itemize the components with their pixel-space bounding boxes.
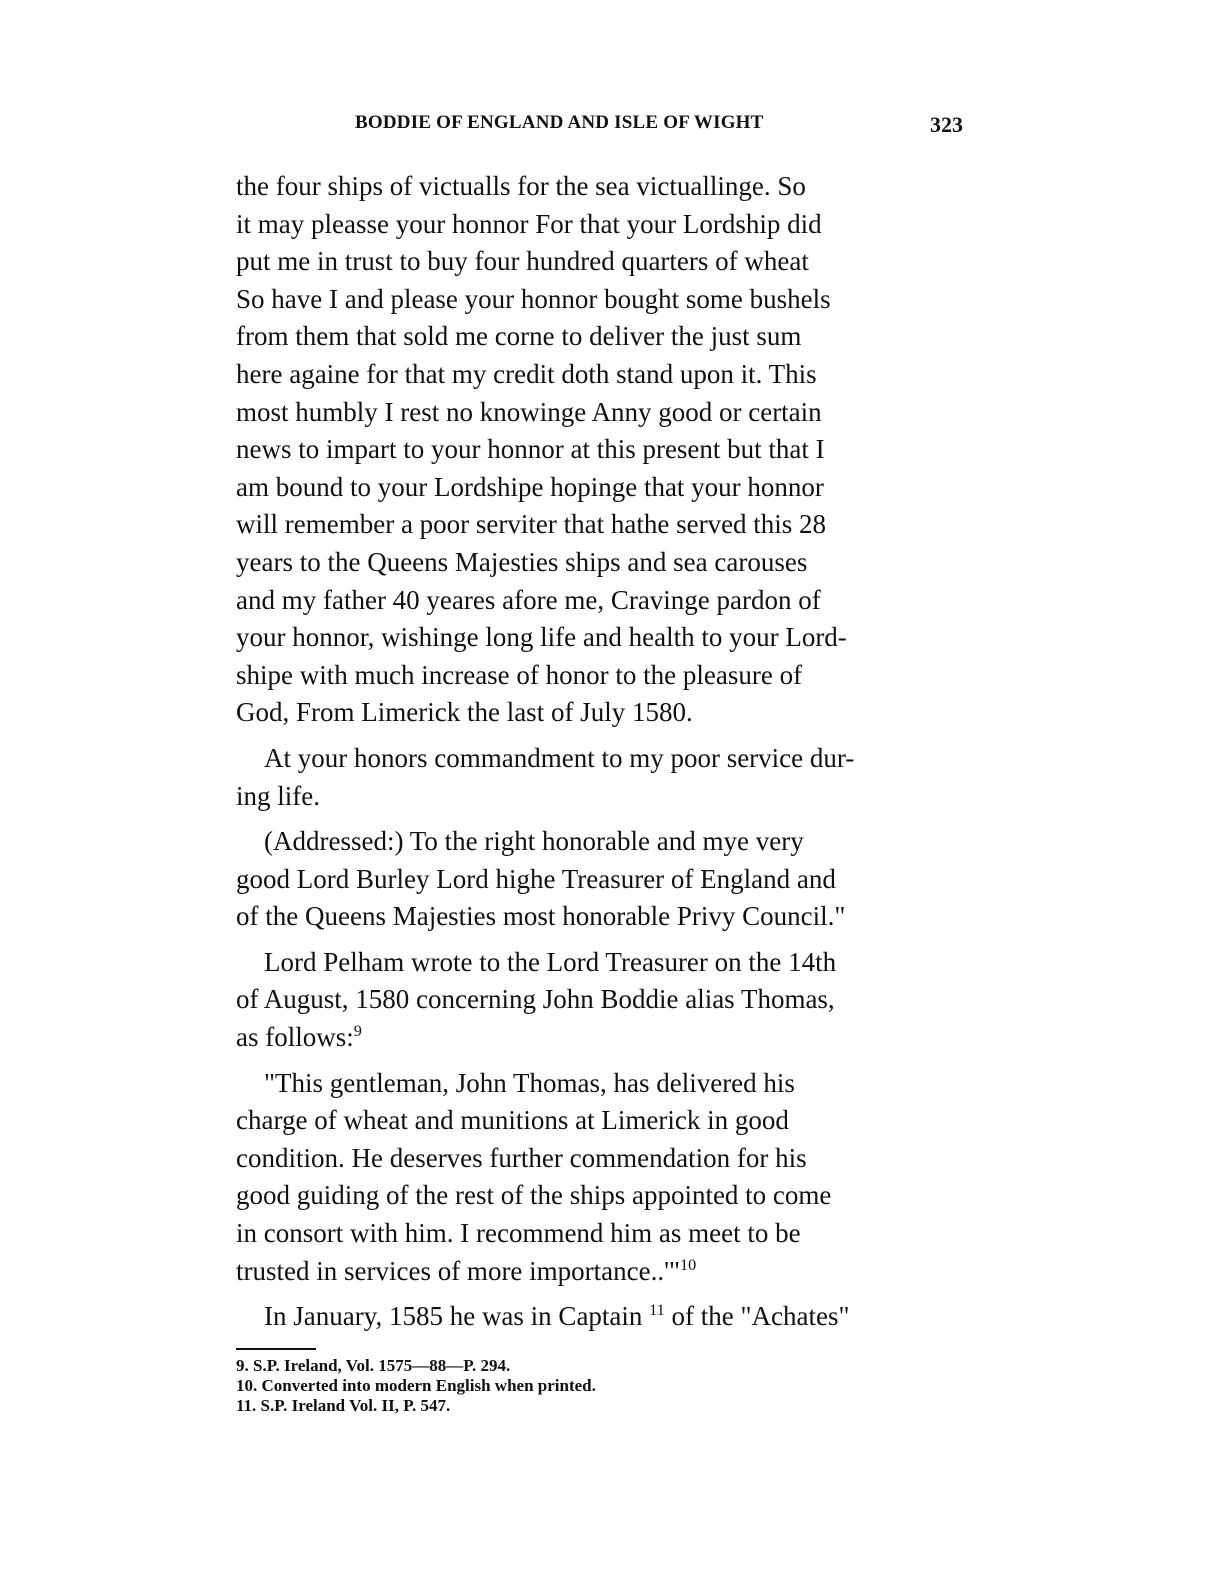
- paragraph-january-text-after: of the "Achates": [664, 1301, 850, 1332]
- footnote-ref-9: 9: [353, 1022, 362, 1041]
- footnote-ref-11: 11: [649, 1301, 665, 1320]
- page-number: 323: [930, 112, 963, 137]
- paragraph-address: (Addressed:) To the right honorable and mye very good Lord Burley Lord highe Treasurer of England and of the Queens Majesties most honorable Privy Council.": [236, 826, 846, 932]
- footnote-ref-10: 10: [680, 1255, 697, 1274]
- paragraph-pelham-text: Lord Pelham wrote to the Lord Treasurer on the 14th of August, 1580 concerning John Boddie alias Thomas, as follows:: [236, 946, 837, 1053]
- paragraph-quotation: [236, 1065, 970, 1291]
- footnote-11: 11. S.P. Ireland Vol. II, P. 547.: [236, 1396, 451, 1415]
- paragraph-letter-continuation: the four ships of victualls for the sea victuallinge. So it may pleasse your honnor For that your Lordship did put me in trust to buy four hundred quarters of wheat So have I and please your honnor bought some bushels from them that sold me corne to deliver the just sum here againe for that my credit doth stand upon it. This most humbly I rest no knowinge Anny good or certain news to impart to your honnor at this present but that I am bound to your Lordshipe hopinge that your honnor will remember a poor serviter that hathe served this 28 years to the Queens Majesties ships and sea carouses and my father 40 yeares afore me, Cravinge pardon of your honnor, wishinge long life and health to your Lord- shipe with much increase of honor to the pleasure of God, From Limerick the last of July 1580.: [236, 171, 847, 728]
- footnote-9: 9. S.P. Ireland, Vol. 1575—88—P. 294.: [236, 1356, 511, 1375]
- body-text: [236, 168, 970, 1336]
- paragraph-pelham: [236, 944, 970, 1057]
- footnote-rule: [236, 1348, 316, 1350]
- paragraph-january-text-before: In January, 1585 he was in Captain: [264, 1301, 650, 1332]
- footnotes: [236, 1356, 936, 1416]
- paragraph-january: [236, 1298, 970, 1336]
- paragraph-quotation-text: "This gentleman, John Thomas, has delivered his charge of wheat and munitions at Limerick in good condition. He deserves further commendation for his good guiding of the rest of the ships appointed to come in consort with him. I recommend him as meet to be trusted in services of more importance..'": [236, 1067, 832, 1286]
- running-head: BODDIE OF ENGLAND AND ISLE OF WIGHT: [355, 112, 764, 133]
- paragraph-closing: At your honors commandment to my poor service dur- ing life.: [236, 742, 855, 811]
- footnote-10: 10. Converted into modern English when printed.: [236, 1376, 596, 1395]
